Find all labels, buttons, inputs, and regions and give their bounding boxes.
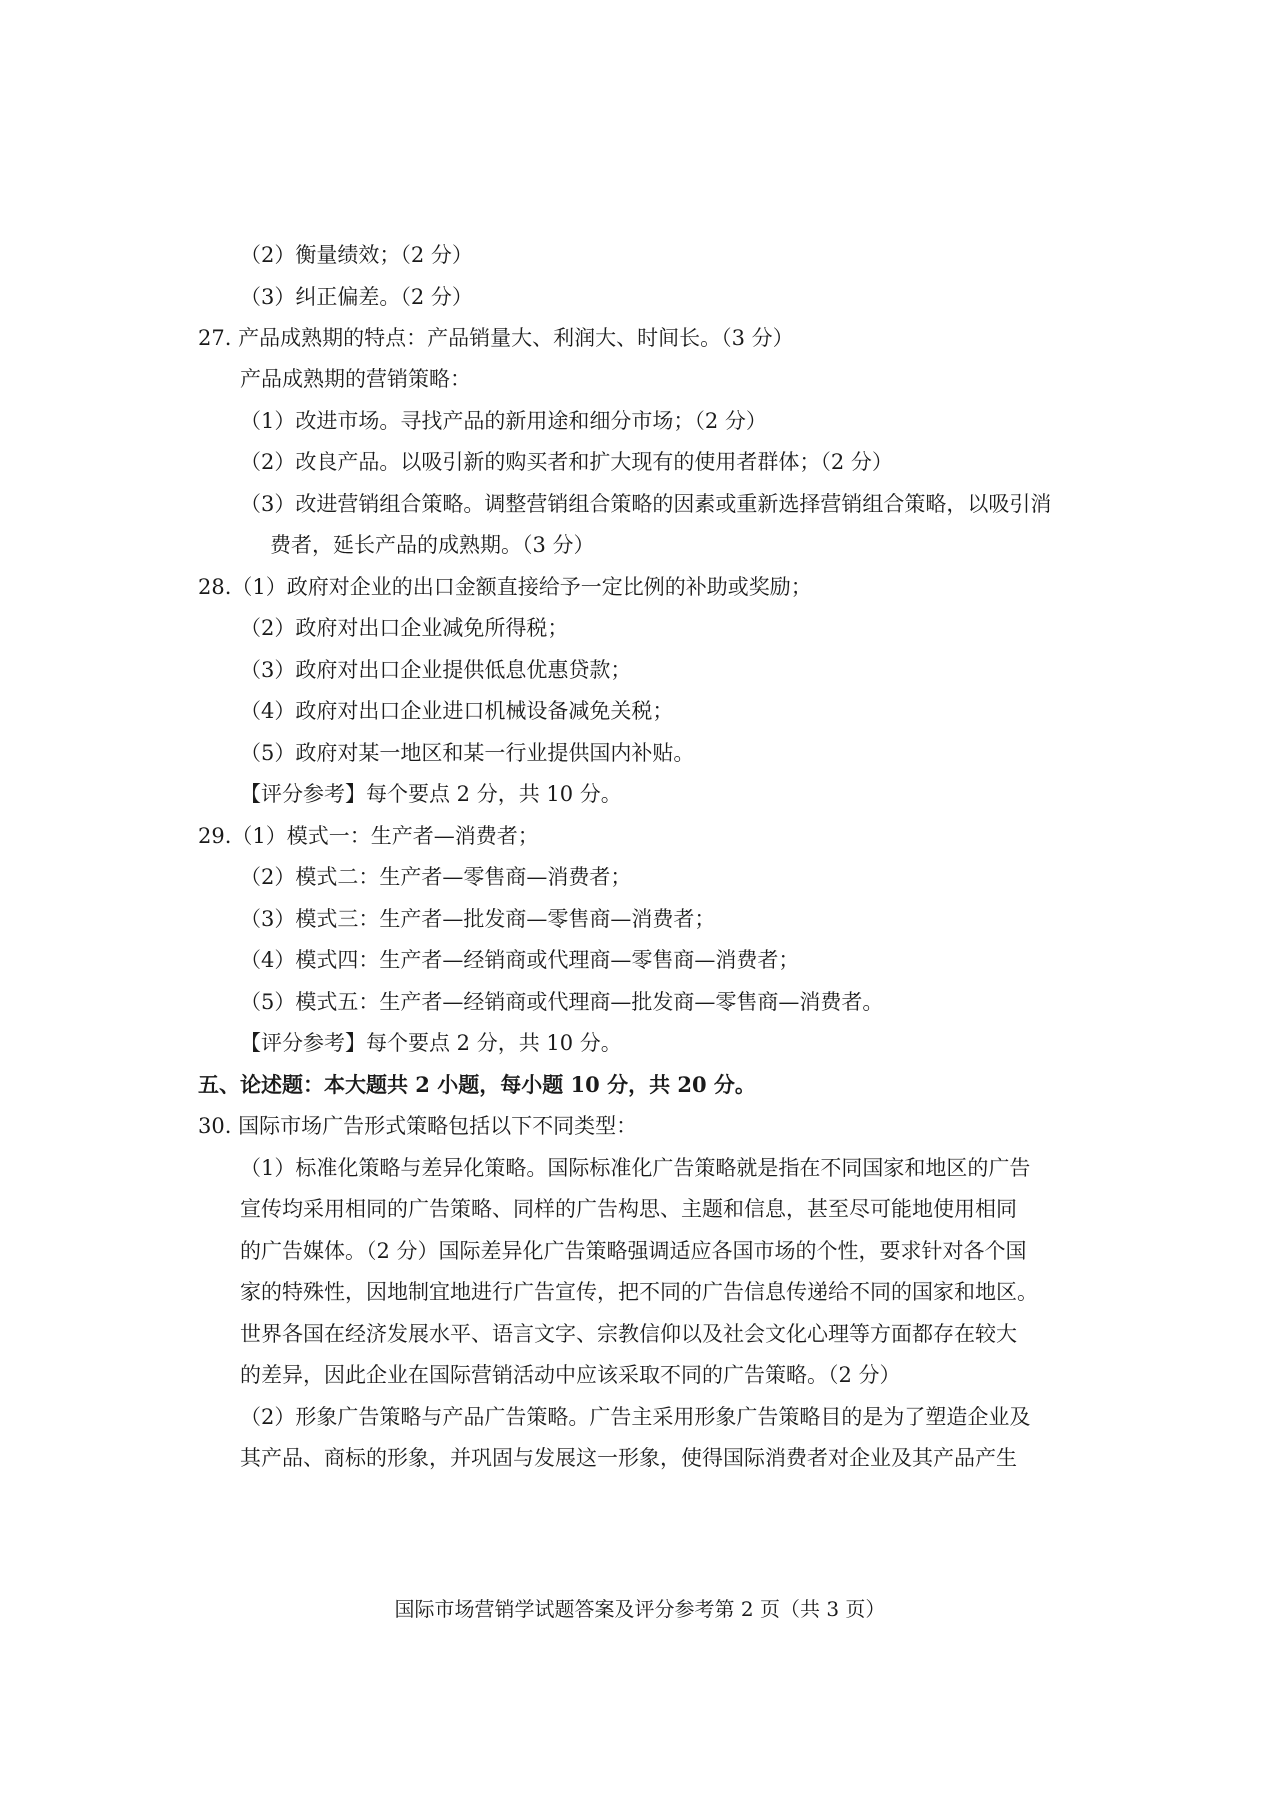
text-line: 宣传均采用相同的广告策略、同样的广告构思、主题和信息，甚至尽可能地使用相同: [240, 1197, 1017, 1221]
text-line: （4）模式四：生产者—经销商或代理商—零售商—消费者；: [240, 948, 800, 972]
text-line: 的广告媒体。（2 分）国际差异化广告策略强调适应各国市场的个性，要求针对各个国: [240, 1239, 1027, 1263]
text-line: （2）形象广告策略与产品广告策略。广告主采用形象广告策略目的是为了塑造企业及: [240, 1405, 1031, 1429]
text-line: 30. 国际市场广告形式策略包括以下不同类型：: [198, 1114, 638, 1138]
text-line: 世界各国在经济发展水平、语言文字、宗教信仰以及社会文化心理等方面都存在较大: [240, 1322, 1017, 1346]
text-line: （5）模式五：生产者—经销商或代理商—批发商—零售商—消费者。: [240, 990, 884, 1014]
text-line: 27. 产品成熟期的特点：产品销量大、利润大、时间长。（3 分）: [198, 326, 794, 350]
text-line: 家的特殊性，因地制宜地进行广告宣传，把不同的广告信息传递给不同的国家和地区。: [240, 1280, 1038, 1304]
text-line: （1）标准化策略与差异化策略。国际标准化广告策略就是指在不同国家和地区的广告: [240, 1156, 1031, 1180]
text-line: 费者，延长产品的成熟期。（3 分）: [270, 533, 595, 557]
text-line: 28.（1）政府对企业的出口金额直接给予一定比例的补助或奖励；: [198, 575, 812, 599]
text-line: （2）衡量绩效；（2 分）: [240, 243, 473, 267]
page-footer: 国际市场营销学试题答案及评分参考第 2 页（共 3 页）: [394, 1597, 886, 1621]
text-line: （3）改进营销组合策略。调整营销组合策略的因素或重新选择营销组合策略，以吸引消: [240, 492, 1052, 516]
text-line: （1）改进市场。寻找产品的新用途和细分市场；（2 分）: [240, 409, 767, 433]
text-line: 的差异，因此企业在国际营销活动中应该采取不同的广告策略。（2 分）: [240, 1363, 901, 1387]
text-line: 产品成熟期的营销策略：: [240, 367, 471, 391]
text-line: （5）政府对某一地区和某一行业提供国内补贴。: [240, 741, 695, 765]
text-line: （2）改良产品。以吸引新的购买者和扩大现有的使用者群体；（2 分）: [240, 450, 893, 474]
text-line: （3）政府对出口企业提供低息优惠贷款；: [240, 658, 632, 682]
text-line: （3）纠正偏差。（2 分）: [240, 285, 473, 309]
text-line: 【评分参考】每个要点 2 分，共 10 分。: [240, 1031, 622, 1055]
text-line: 其产品、商标的形象，并巩固与发展这一形象，使得国际消费者对企业及其产品产生: [240, 1446, 1017, 1470]
text-line: （4）政府对出口企业进口机械设备减免关税；: [240, 699, 674, 723]
text-line: （2）模式二：生产者—零售商—消费者；: [240, 865, 632, 889]
text-line: 五、论述题：本大题共 2 小题，每小题 10 分，共 20 分。: [198, 1072, 756, 1097]
text-line: （2）政府对出口企业减免所得税；: [240, 616, 569, 640]
text-line: 29.（1）模式一：生产者—消费者；: [198, 824, 539, 848]
text-line: （3）模式三：生产者—批发商—零售商—消费者；: [240, 907, 716, 931]
text-line: 【评分参考】每个要点 2 分，共 10 分。: [240, 782, 622, 806]
